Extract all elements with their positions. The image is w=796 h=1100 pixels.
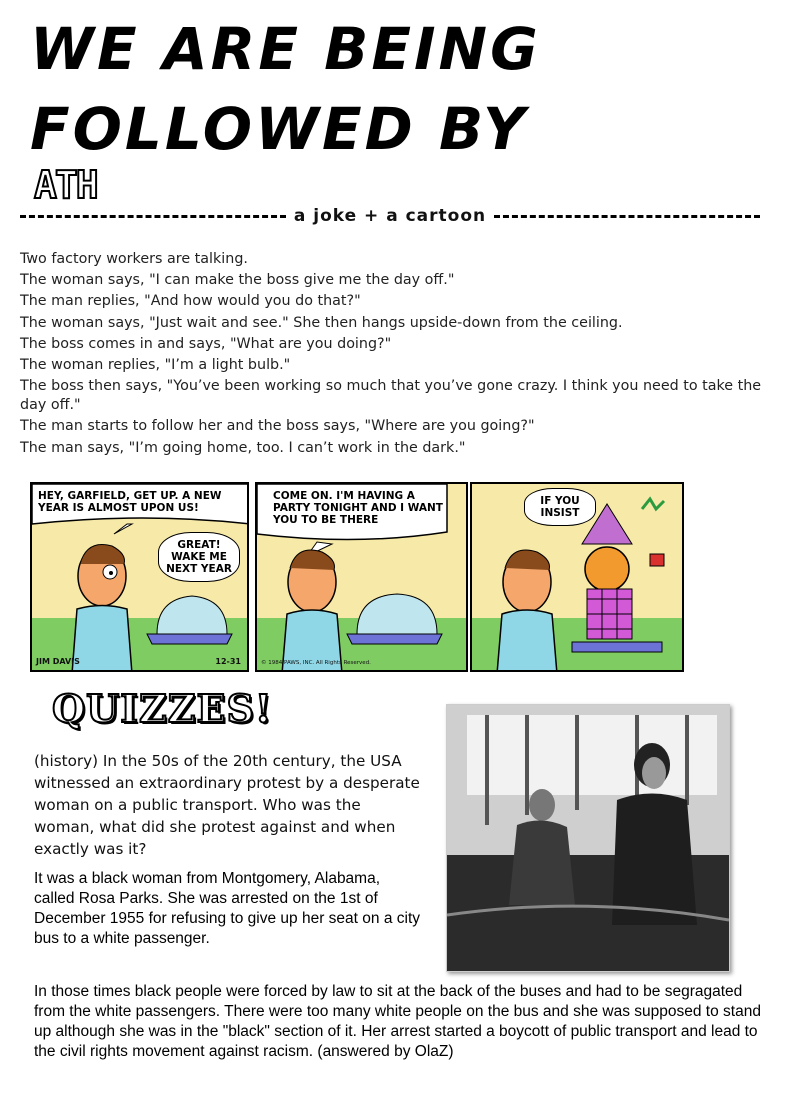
joke-line: The man says, "I’m going home, too. I can’t work in the dark." [20, 439, 466, 456]
joke-line: The woman says, "Just wait and see." She then hangs upside-down from the ceiling. [20, 314, 623, 331]
quiz-title: QUIZZES! [52, 686, 273, 731]
divider-dashes-left [20, 215, 286, 218]
page-title-line-1: WE ARE BEING [30, 15, 541, 83]
divider-dashes-right [494, 215, 760, 218]
joke-line: The boss then says, "You’ve been working so much that you’ve gone crazy. I think you need to take the day off." [20, 378, 762, 414]
copyright-notice: © 1984 PAWS, INC. All Rights Reserved. [261, 660, 371, 666]
quiz-answer-part-1: It was a black woman from Montgomery, Alabama, called Rosa Parks. She was arrested on the 1st of December 1955 for refusing to give up her seat on a city bus to a white passenger. [34, 870, 420, 947]
joke-line: The boss comes in and says, "What are you doing?" [20, 335, 392, 352]
comic-panel-3 [470, 482, 684, 672]
bus-photo-art [447, 705, 729, 971]
joke-line: The man starts to follow her and the boss says, "Where are you going?" [20, 418, 535, 435]
joke-line: The woman replies, "I’m a light bulb." [20, 356, 291, 373]
panel-1-thought-bubble: GREAT! WAKE ME NEXT YEAR [158, 532, 240, 582]
ath-logo: ATH [34, 163, 97, 207]
section-label: a joke + a cartoon [293, 206, 487, 226]
panel-3-thought-bubble: IF YOU INSIST [524, 488, 596, 526]
panel-1-speech: HEY, GARFIELD, GET UP. A NEW YEAR IS ALMOST UPON US! [38, 490, 222, 514]
comic-panel-1 [30, 482, 249, 672]
section-divider [20, 206, 760, 226]
joke-line: Two factory workers are talking. [20, 251, 248, 267]
comic-panel-2 [255, 482, 468, 672]
joke-text [20, 250, 765, 460]
artist-signature: JIM DAVIS [36, 657, 80, 666]
page-title-line-2: FOLLOWED BY [30, 95, 529, 163]
strip-date: 12-31 [215, 657, 241, 666]
quiz-question: (history) In the 50s of the 20th century, the USA witnessed an extraordinary protest by a desperate woman on a public transport. Who was the woman, what did she protest against and when exactly was it? [34, 752, 420, 858]
panel-2-speech: COME ON. I'M HAVING A PARTY TONIGHT AND I WANT YOU TO BE THERE [273, 490, 443, 526]
garfield-comic-strip [30, 482, 684, 672]
quiz-answer-part-2: In those times black people were forced by law to sit at the back of the buses and had to be segragated from the white passengers. There were too many white people on the bus and she was supposed to stand up although she was in the "black" section of it. Her arrest started a boycott of public transport and lead to the civil rights movement against racism. (answered by OlaZ) [34, 983, 761, 1060]
rosa-parks-bus-photo [446, 704, 730, 972]
joke-line: The man replies, "And how would you do that?" [20, 293, 361, 310]
joke-line: The woman says, "I can make the boss give me the day off." [20, 272, 455, 289]
